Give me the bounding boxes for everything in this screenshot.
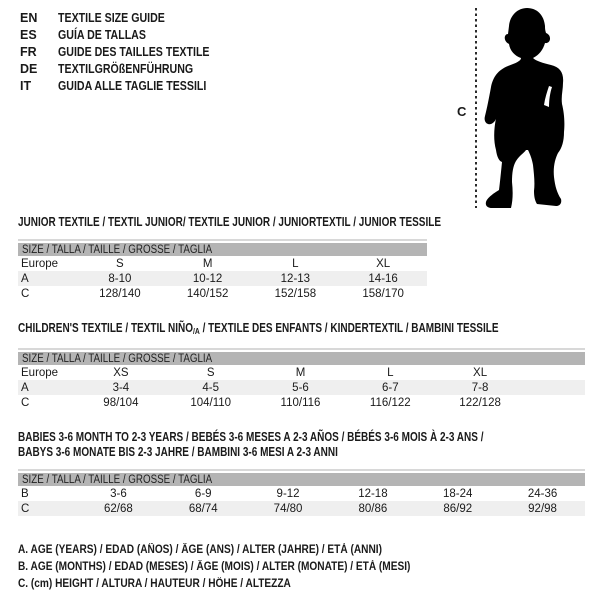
footnote-text: B. AGE (MONTHS) / EDAD (MESES) / ÂGE (MOIS) / ALTER (MONATE) / ETÀ (MESI) — [18, 561, 411, 573]
title-text — [18, 321, 499, 339]
table-row — [18, 486, 585, 501]
language-code: DE — [20, 62, 38, 76]
title-segment: JUNIOR TEXTILE / TEXTIL JUNIOR/ TEXTILE JUNIOR / JUNIORTEXTIL / JUNIOR TESSILE — [18, 215, 442, 229]
size-table-header — [18, 243, 427, 256]
footnote-line — [18, 559, 585, 576]
section-title-line — [18, 430, 585, 445]
row-label: B — [21, 487, 29, 500]
row-label: A — [21, 272, 29, 285]
cell-value: 92/98 — [528, 502, 557, 515]
cell-value: 12-13 — [280, 272, 311, 285]
size-guide-content — [18, 215, 585, 593]
cell-value: 86/92 — [443, 502, 473, 515]
language-label: TEXTILE SIZE GUIDE — [58, 11, 165, 25]
cell-value: L — [292, 257, 299, 270]
language-code: FR — [20, 45, 37, 59]
row-label: C — [21, 287, 30, 300]
cell-value: 158/170 — [362, 287, 404, 300]
cell-value: 74/80 — [273, 502, 303, 515]
cell-value: 98/104 — [103, 396, 139, 409]
cell-value: 68/74 — [188, 502, 218, 515]
section-title-line — [18, 445, 585, 460]
size-header-text: SIZE / TALLA / TAILLE / GRÖSSE / TAGLIA — [22, 243, 213, 256]
section-title — [18, 430, 585, 460]
language-label: GUIDA ALLE TAGLIE TESSILI — [58, 79, 207, 93]
language-row — [20, 10, 236, 27]
language-code: IT — [20, 79, 32, 93]
table-row — [18, 395, 585, 410]
language-label: TEXTILGRÖßENFÜHRUNG — [58, 62, 194, 76]
language-label: GUIDE DES TAILLES TEXTILE — [58, 45, 210, 59]
size-header-text: SIZE / TALLA / TAILLE / GRÖSSE / TAGLIA — [22, 352, 213, 365]
cell-value: M — [202, 257, 213, 270]
footnote-line — [18, 576, 585, 593]
cell-value: 8-10 — [108, 272, 132, 285]
table-row — [18, 501, 585, 516]
table-top-line — [18, 469, 585, 471]
cell-value: 7-8 — [471, 381, 489, 394]
title-segment: / TEXTILE DES ENFANTS / KINDERTEXTIL / BAMBINI TESSILE — [199, 321, 499, 335]
table-row — [18, 380, 585, 395]
cell-value: 9-12 — [276, 487, 300, 500]
title-text — [18, 215, 441, 230]
cell-value: L — [387, 366, 394, 379]
language-list — [20, 10, 236, 95]
row-label: C — [21, 502, 30, 515]
language-code: ES — [20, 28, 37, 42]
title-text — [18, 445, 338, 460]
cell-value: 116/122 — [369, 396, 411, 409]
size-section — [18, 215, 585, 301]
cell-value: 24-36 — [527, 487, 558, 500]
language-label: GUÍA DE TALLAS — [58, 28, 146, 42]
cell-value: XS — [113, 366, 129, 379]
size-table — [18, 469, 585, 516]
footnote-line — [18, 542, 585, 559]
cell-value: 14-16 — [368, 272, 398, 285]
size-table — [18, 348, 585, 410]
table-row — [18, 365, 585, 380]
table-row — [18, 286, 427, 301]
title-segment: CHILDREN'S TEXTILE / TEXTIL NIÑO — [18, 321, 193, 335]
table-top-line — [18, 239, 427, 241]
cell-value: 80/86 — [358, 502, 388, 515]
row-label: Europe — [21, 366, 59, 379]
section-title-line — [18, 321, 585, 339]
table-top-line — [18, 348, 585, 350]
footnote-text: C. (cm) HEIGHT / ALTURA / HAUTEUR / HÖHE / ALTEZZA — [18, 578, 291, 590]
cell-value: 104/110 — [190, 396, 232, 409]
cell-value: 6-9 — [194, 487, 212, 500]
cell-value: M — [295, 366, 306, 379]
title-segment: BABYS 3-6 MONATE BIS 2-3 JAHRE / BAMBINI 3-6 MESI A 2-3 ANNI — [18, 445, 338, 459]
cell-value: 140/152 — [186, 287, 229, 300]
size-table — [18, 239, 427, 301]
size-section — [18, 430, 585, 516]
cell-value: 4-5 — [202, 381, 219, 394]
cell-value: 110/116 — [280, 396, 321, 409]
baby-silhouette-icon — [482, 4, 574, 210]
cell-value: 5-6 — [292, 381, 309, 394]
cell-value: S — [116, 257, 124, 270]
table-row — [18, 271, 427, 286]
size-table-header — [18, 352, 585, 365]
cell-value: 3-6 — [110, 487, 127, 500]
cell-value: XL — [376, 257, 391, 270]
row-label: A — [21, 381, 29, 394]
language-row — [20, 78, 236, 95]
size-table-header — [18, 473, 585, 486]
language-row — [20, 61, 236, 78]
sections — [18, 215, 585, 516]
cell-value: 122/128 — [459, 396, 501, 409]
height-dashed-line — [475, 8, 477, 208]
row-label: Europe — [21, 257, 59, 270]
size-header-text: SIZE / TALLA / TAILLE / GRÖSSE / TAGLIA — [22, 473, 213, 486]
footnote-text: A. AGE (YEARS) / EDAD (AÑOS) / ÂGE (ANS) / ALTER (JAHRE) / ETÀ (ANNI) — [18, 544, 382, 556]
cell-value: S — [206, 366, 215, 379]
cell-value: 10-12 — [192, 272, 223, 285]
section-title — [18, 215, 585, 230]
language-code: EN — [20, 11, 38, 25]
cell-value: XL — [473, 366, 488, 379]
section-title-line — [18, 215, 585, 230]
cell-value: 3-4 — [112, 381, 130, 394]
title-segment: /A — [192, 326, 200, 336]
size-section — [18, 321, 585, 410]
title-text — [18, 430, 483, 445]
height-measure-label: C — [457, 104, 467, 119]
row-label: C — [21, 396, 30, 409]
section-title — [18, 321, 585, 339]
footnotes — [18, 542, 585, 593]
language-row — [20, 27, 236, 44]
cell-value: 18-24 — [443, 487, 473, 500]
cell-value: 62/68 — [104, 502, 133, 515]
language-row — [20, 44, 236, 61]
cell-value: 12-18 — [358, 487, 388, 500]
cell-value: 6-7 — [381, 381, 399, 394]
cell-value: 128/140 — [99, 287, 141, 300]
cell-value: 152/158 — [274, 287, 317, 300]
table-row — [18, 256, 427, 271]
title-segment: BABIES 3-6 MONTH TO 2-3 YEARS / BEBÉS 3-6 MESES A 2-3 AÑOS / BÉBÉS 3-6 MOIS À 2-3 ANS / — [18, 430, 484, 444]
